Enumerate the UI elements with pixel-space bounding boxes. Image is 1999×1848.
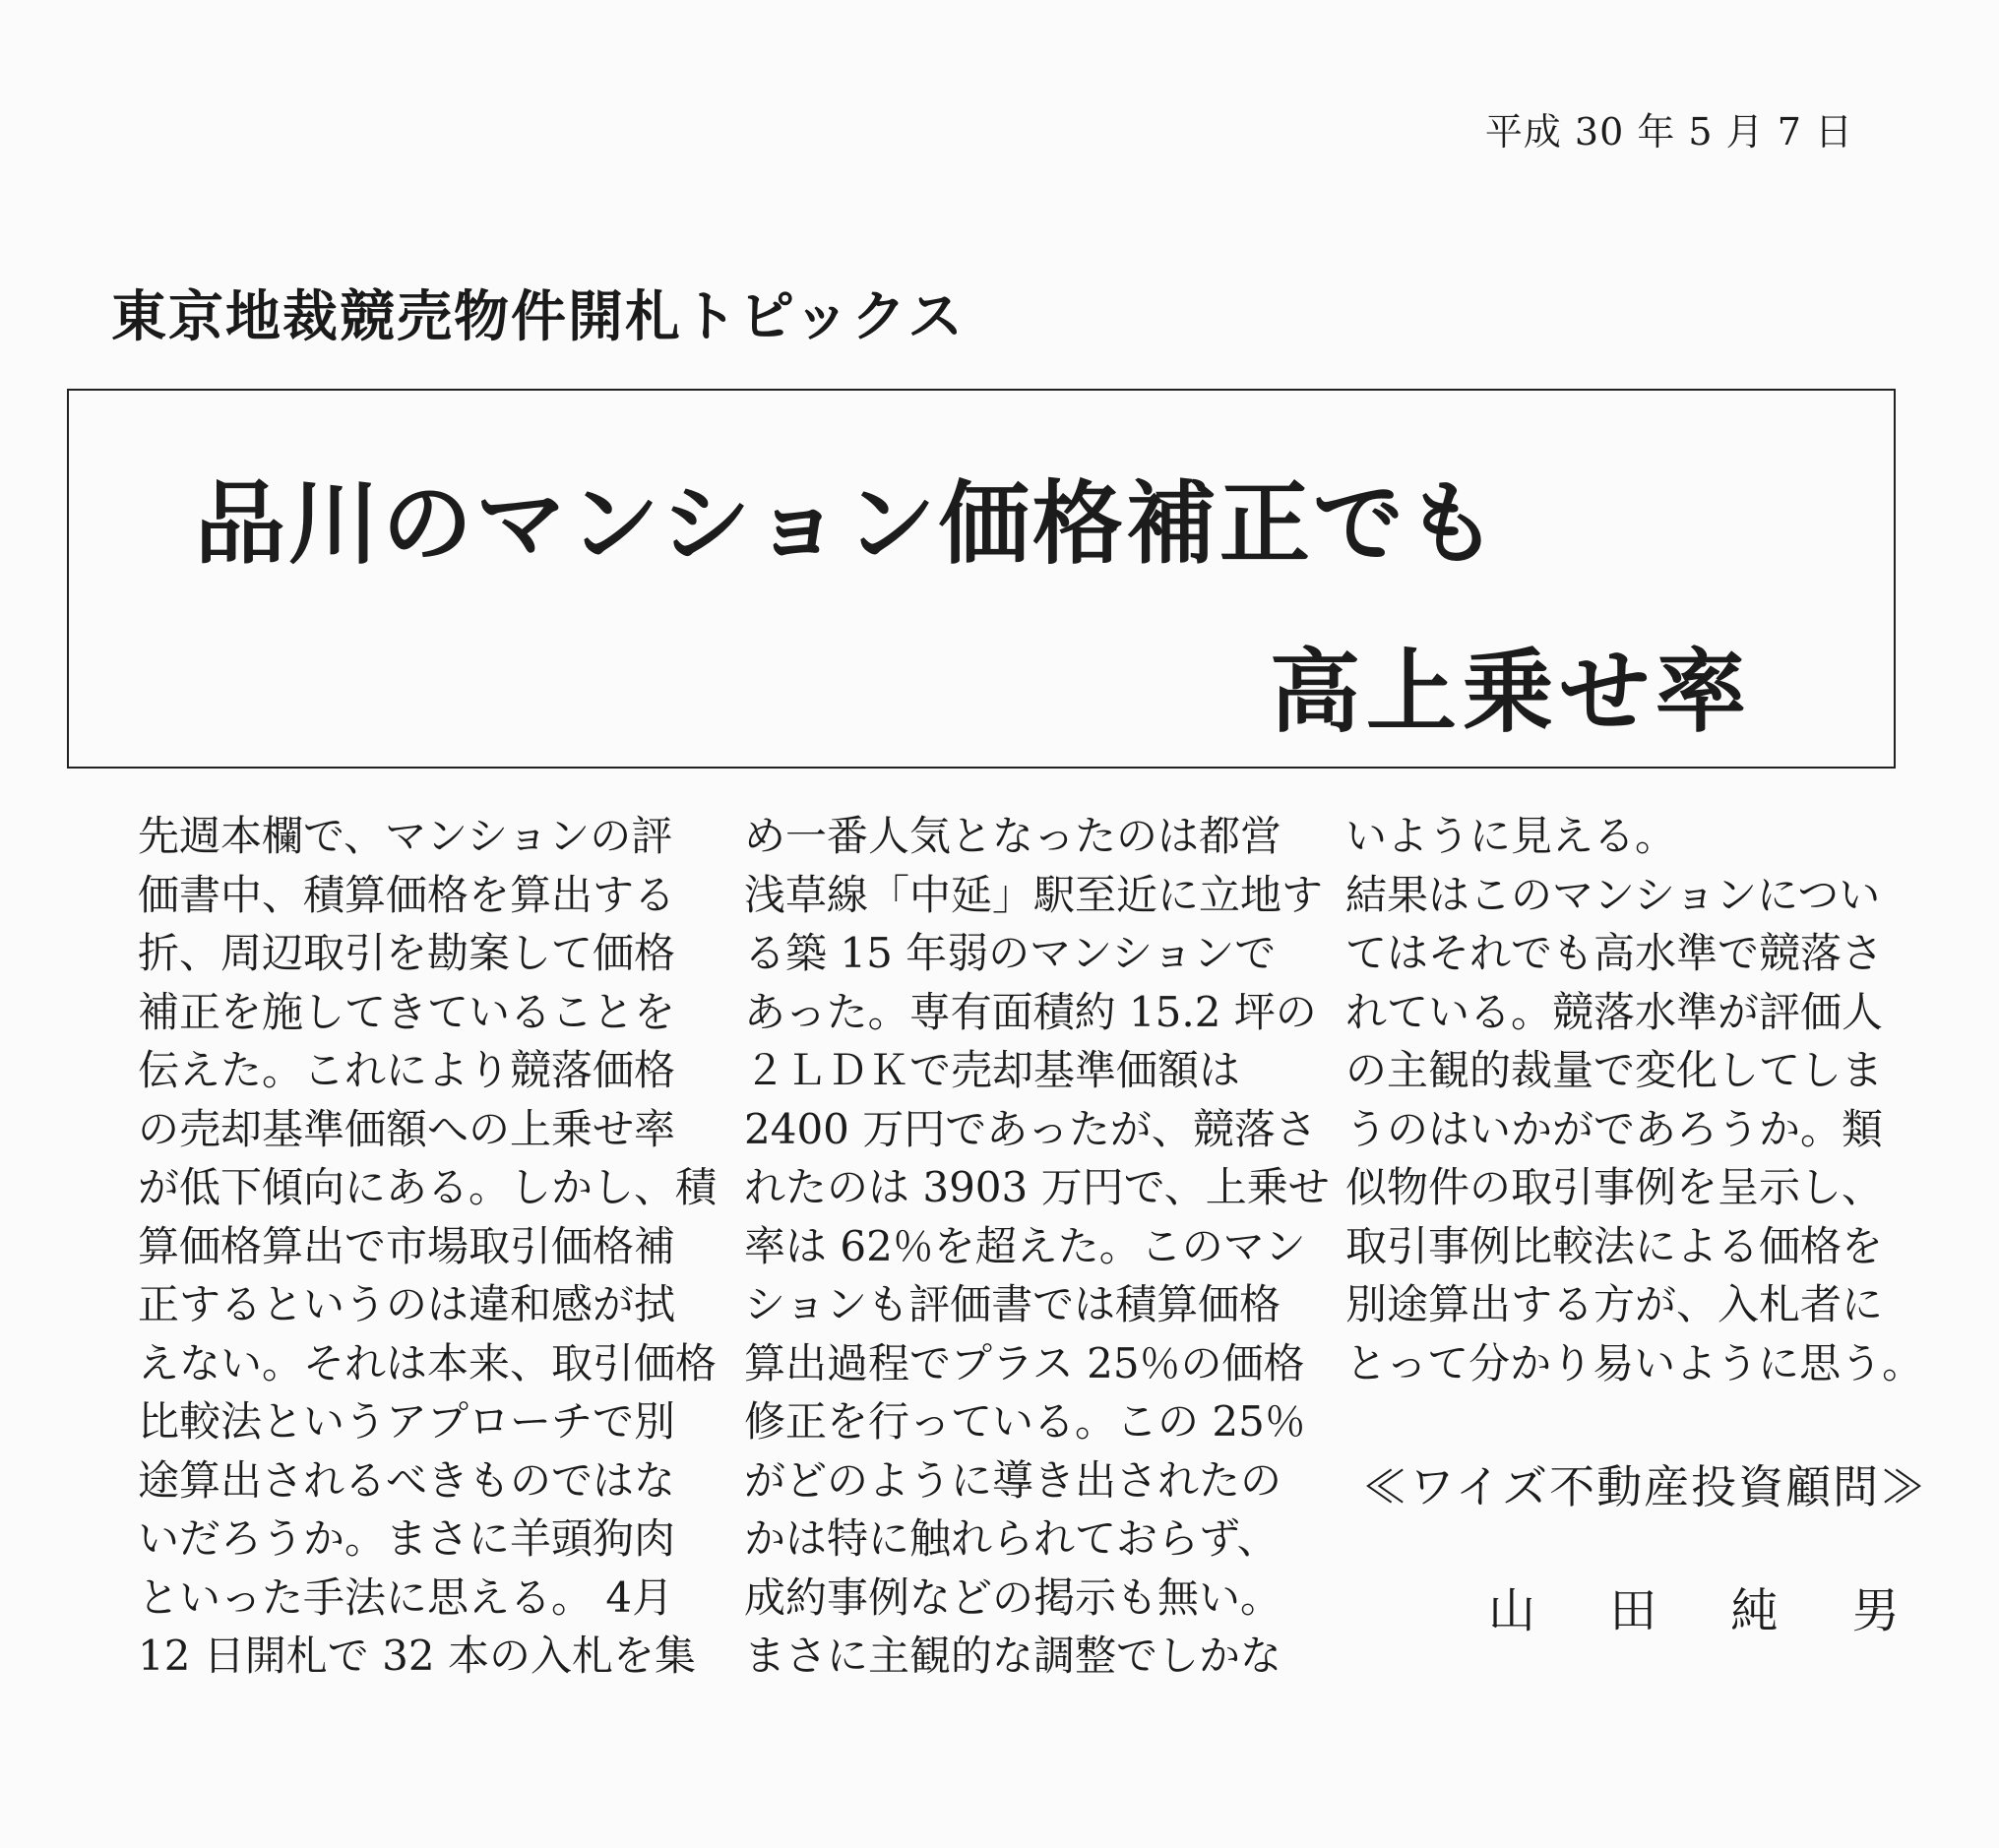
text-line: うのはいかがであろうか。類 xyxy=(1345,1104,1884,1153)
article-column-3 xyxy=(1345,807,1923,1392)
text-line: の主観的裁量で変化してしま xyxy=(1345,1046,1884,1094)
text-line: まさに主観的な調整でしかな xyxy=(744,1632,1282,1680)
text-line: 取引事例比較法による価格を xyxy=(1345,1221,1884,1270)
text-line: の売却基準価額への上乗せ率 xyxy=(138,1104,676,1153)
text-line: 似物件の取引事例を呈示し、 xyxy=(1345,1163,1884,1211)
organization-name: ≪ワイズ不動産投資顧問≫ xyxy=(1362,1460,1928,1513)
text-line: 成約事例などの掲示も無い。 xyxy=(744,1572,1282,1622)
topic-heading: 東京地裁競売物件開札トピックス xyxy=(111,285,966,349)
text-line: あった。専有面積約 15.2 坪の xyxy=(744,987,1317,1036)
headline-box xyxy=(67,389,1896,769)
text-line: とって分かり易いように思う。 xyxy=(1345,1338,1924,1387)
headline-line-2: 高上乗せ率 xyxy=(1270,639,1753,745)
text-line: ションも評価書では積算価格 xyxy=(744,1280,1281,1328)
text-line: えない。それは本来、取引価格 xyxy=(138,1338,718,1387)
text-line: が低下傾向にある。しかし、積 xyxy=(138,1163,718,1211)
text-line: かは特に触れられておらず、 xyxy=(744,1514,1279,1563)
text-line: れている。競落水準が評価人 xyxy=(1345,987,1884,1036)
text-line: 別途算出する方が、入札者に xyxy=(1345,1280,1884,1328)
text-line: る築 15 年弱のマンションで xyxy=(744,929,1277,977)
headline-line-1: 品川のマンション価格補正でも xyxy=(195,470,1500,577)
article-column-2 xyxy=(744,807,1330,1686)
article-column-1 xyxy=(138,807,717,1686)
text-line: 2400 万円であったが、競落さ xyxy=(744,1104,1317,1153)
text-line: がどのように導き出されたの xyxy=(744,1455,1282,1505)
text-line: 比較法というアプローチで別 xyxy=(138,1397,676,1446)
text-line: れたのは 3903 万円で、上乗せ xyxy=(744,1163,1330,1211)
text-line: 先週本欄で、マンションの評 xyxy=(138,812,673,860)
text-line: いように見える。 xyxy=(1345,812,1677,860)
text-line: 12 日開札で 32 本の入札を集 xyxy=(138,1632,696,1680)
article-date: 平成 30 年 5 月 7 日 xyxy=(1484,110,1853,154)
text-line: ２ＬＤＫで売却基準価額は xyxy=(744,1046,1241,1094)
text-line: 伝えた。これにより競落価格 xyxy=(138,1046,676,1094)
text-line: 率は 62％を超えた。このマン xyxy=(744,1221,1306,1270)
text-line: てはそれでも高水準で競落さ xyxy=(1345,929,1884,977)
text-line: 価書中、積算価格を算出する xyxy=(138,870,676,919)
text-line: 途算出されるべきものではな xyxy=(138,1455,676,1505)
text-line: 算出過程でプラス 25％の価格 xyxy=(744,1338,1305,1387)
text-line: 正するというのは違和感が拭 xyxy=(138,1280,676,1328)
text-line: 補正を施してきていることを xyxy=(138,987,676,1036)
text-line: め一番人気となったのは都営 xyxy=(744,812,1282,860)
text-line: 算価格算出で市場取引価格補 xyxy=(138,1221,676,1270)
text-line: 浅草線「中延」駅至近に立地す xyxy=(744,870,1324,919)
text-line: 折、周辺取引を勘案して価格 xyxy=(138,929,676,977)
text-line: 修正を行っている。この 25％ xyxy=(744,1397,1306,1446)
author-name: 山 田 純 男 xyxy=(1488,1583,1929,1638)
text-line: といった手法に思える。 4月 xyxy=(138,1572,674,1622)
text-line: いだろうか。まさに羊頭狗肉 xyxy=(138,1514,676,1563)
text-line: 結果はこのマンションについ xyxy=(1345,870,1881,919)
